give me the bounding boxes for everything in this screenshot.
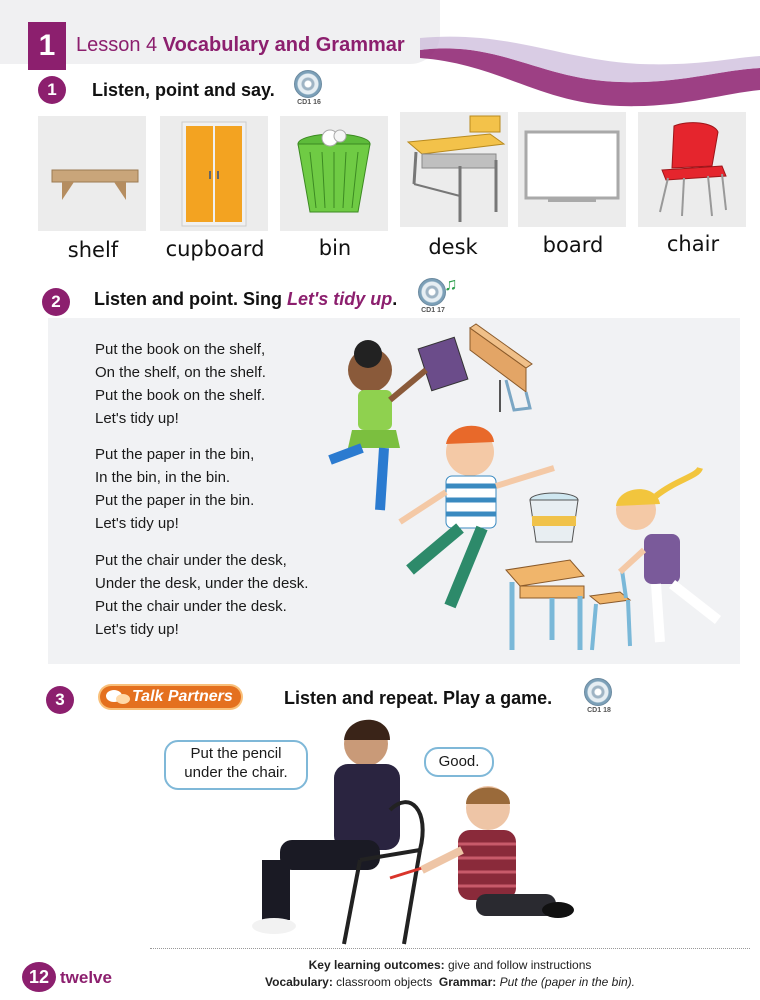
song-line: Let's tidy up! <box>95 410 179 427</box>
song-line: Put the book on the shelf, <box>95 341 266 358</box>
footer-outcomes <box>150 958 750 972</box>
lesson-prefix: Lesson 4 <box>76 34 158 56</box>
talk-partners-label: Talk Partners <box>132 688 233 705</box>
vocab-text: classroom objects <box>332 975 433 989</box>
section-2-number: 2 <box>42 288 70 316</box>
song-stanza-3 <box>95 549 308 641</box>
song-line: Let's tidy up! <box>95 621 179 638</box>
lesson-heading: Vocabulary and Grammar <box>162 34 405 56</box>
lesson-number: 1 <box>28 22 66 70</box>
speech-bubbles-icon <box>104 686 132 708</box>
bubble-line: under the chair. <box>184 764 288 781</box>
section-1-number: 1 <box>38 76 66 104</box>
vocab-label: Vocabulary: <box>265 975 333 989</box>
music-note-icon: ♫ <box>444 274 458 294</box>
cd-label: CD1 17 <box>421 307 445 314</box>
bin-image[interactable] <box>280 116 388 231</box>
page-word: twelve <box>60 968 112 987</box>
vocab-label-cupboard: cupboard <box>165 237 265 261</box>
outcomes-label: Key learning outcomes: <box>308 958 445 972</box>
speech-bubble-right: Good. <box>424 747 494 777</box>
cd-1-18[interactable] <box>584 678 614 714</box>
section-3-instruction: Listen and repeat. Play a game. <box>284 688 553 708</box>
song-line: On the shelf, on the shelf. <box>95 364 266 381</box>
vocab-label-chair: chair <box>666 232 720 256</box>
section-2-instruction-text: Listen and point. Sing <box>94 289 287 309</box>
section-3-number: 3 <box>46 686 74 714</box>
vocab-label-bin: bin <box>318 236 352 260</box>
vocab-label-board: board <box>542 233 604 257</box>
cd-label: CD1 16 <box>297 99 321 106</box>
cd-1-16[interactable] <box>294 70 324 106</box>
section-2-instruction-end: . <box>392 289 398 309</box>
song-stanza-1 <box>95 338 266 430</box>
grammar-label: Grammar: <box>438 975 497 989</box>
cd-music-icon <box>418 278 446 306</box>
header-swoosh <box>420 20 760 110</box>
desk-image[interactable] <box>400 112 508 227</box>
song-illustration <box>300 320 740 660</box>
song-line: Under the desk, under the desk. <box>95 575 309 592</box>
song-line: Let's tidy up! <box>95 515 179 532</box>
grammar-text: Put the (paper in the bin). <box>496 975 635 989</box>
section-2-instruction <box>94 289 397 310</box>
song-line: Put the book on the shelf. <box>95 387 266 404</box>
song-stanza-2 <box>95 443 254 535</box>
bubble-line: Put the pencil <box>190 745 282 762</box>
illustration-desk-chair <box>506 560 630 650</box>
photo-girl <box>252 720 400 934</box>
cupboard-image[interactable] <box>160 116 268 231</box>
section-1-instruction: Listen, point and say. <box>92 80 275 100</box>
vocab-label-shelf: shelf <box>67 238 119 262</box>
song-line: In the bin, in the bin. <box>95 469 231 486</box>
illustration-shelf <box>470 324 532 412</box>
footer-divider <box>150 948 750 949</box>
photo-boy <box>422 786 574 918</box>
outcomes-text: give and follow instructions <box>444 958 592 972</box>
illustration-bin <box>530 493 578 542</box>
cd-icon <box>294 70 322 98</box>
footer-vocab-grammar <box>150 975 750 989</box>
song-line: Put the paper in the bin. <box>95 492 255 509</box>
chair-image[interactable] <box>638 112 746 227</box>
lesson-title <box>76 34 405 57</box>
song-line: Put the paper in the bin, <box>95 446 255 463</box>
cd-icon <box>584 678 612 706</box>
cd-label: CD1 18 <box>587 707 611 714</box>
board-image[interactable] <box>518 112 626 227</box>
page-number: 12 <box>22 962 56 992</box>
shelf-image[interactable] <box>38 116 146 231</box>
song-title: Let's tidy up <box>287 289 393 309</box>
vocab-label-desk: desk <box>428 235 478 259</box>
song-line: Put the chair under the desk. <box>95 598 287 615</box>
illustration-girl-chair <box>616 468 718 642</box>
children-photo <box>240 700 580 950</box>
song-line: Put the chair under the desk, <box>95 552 287 569</box>
